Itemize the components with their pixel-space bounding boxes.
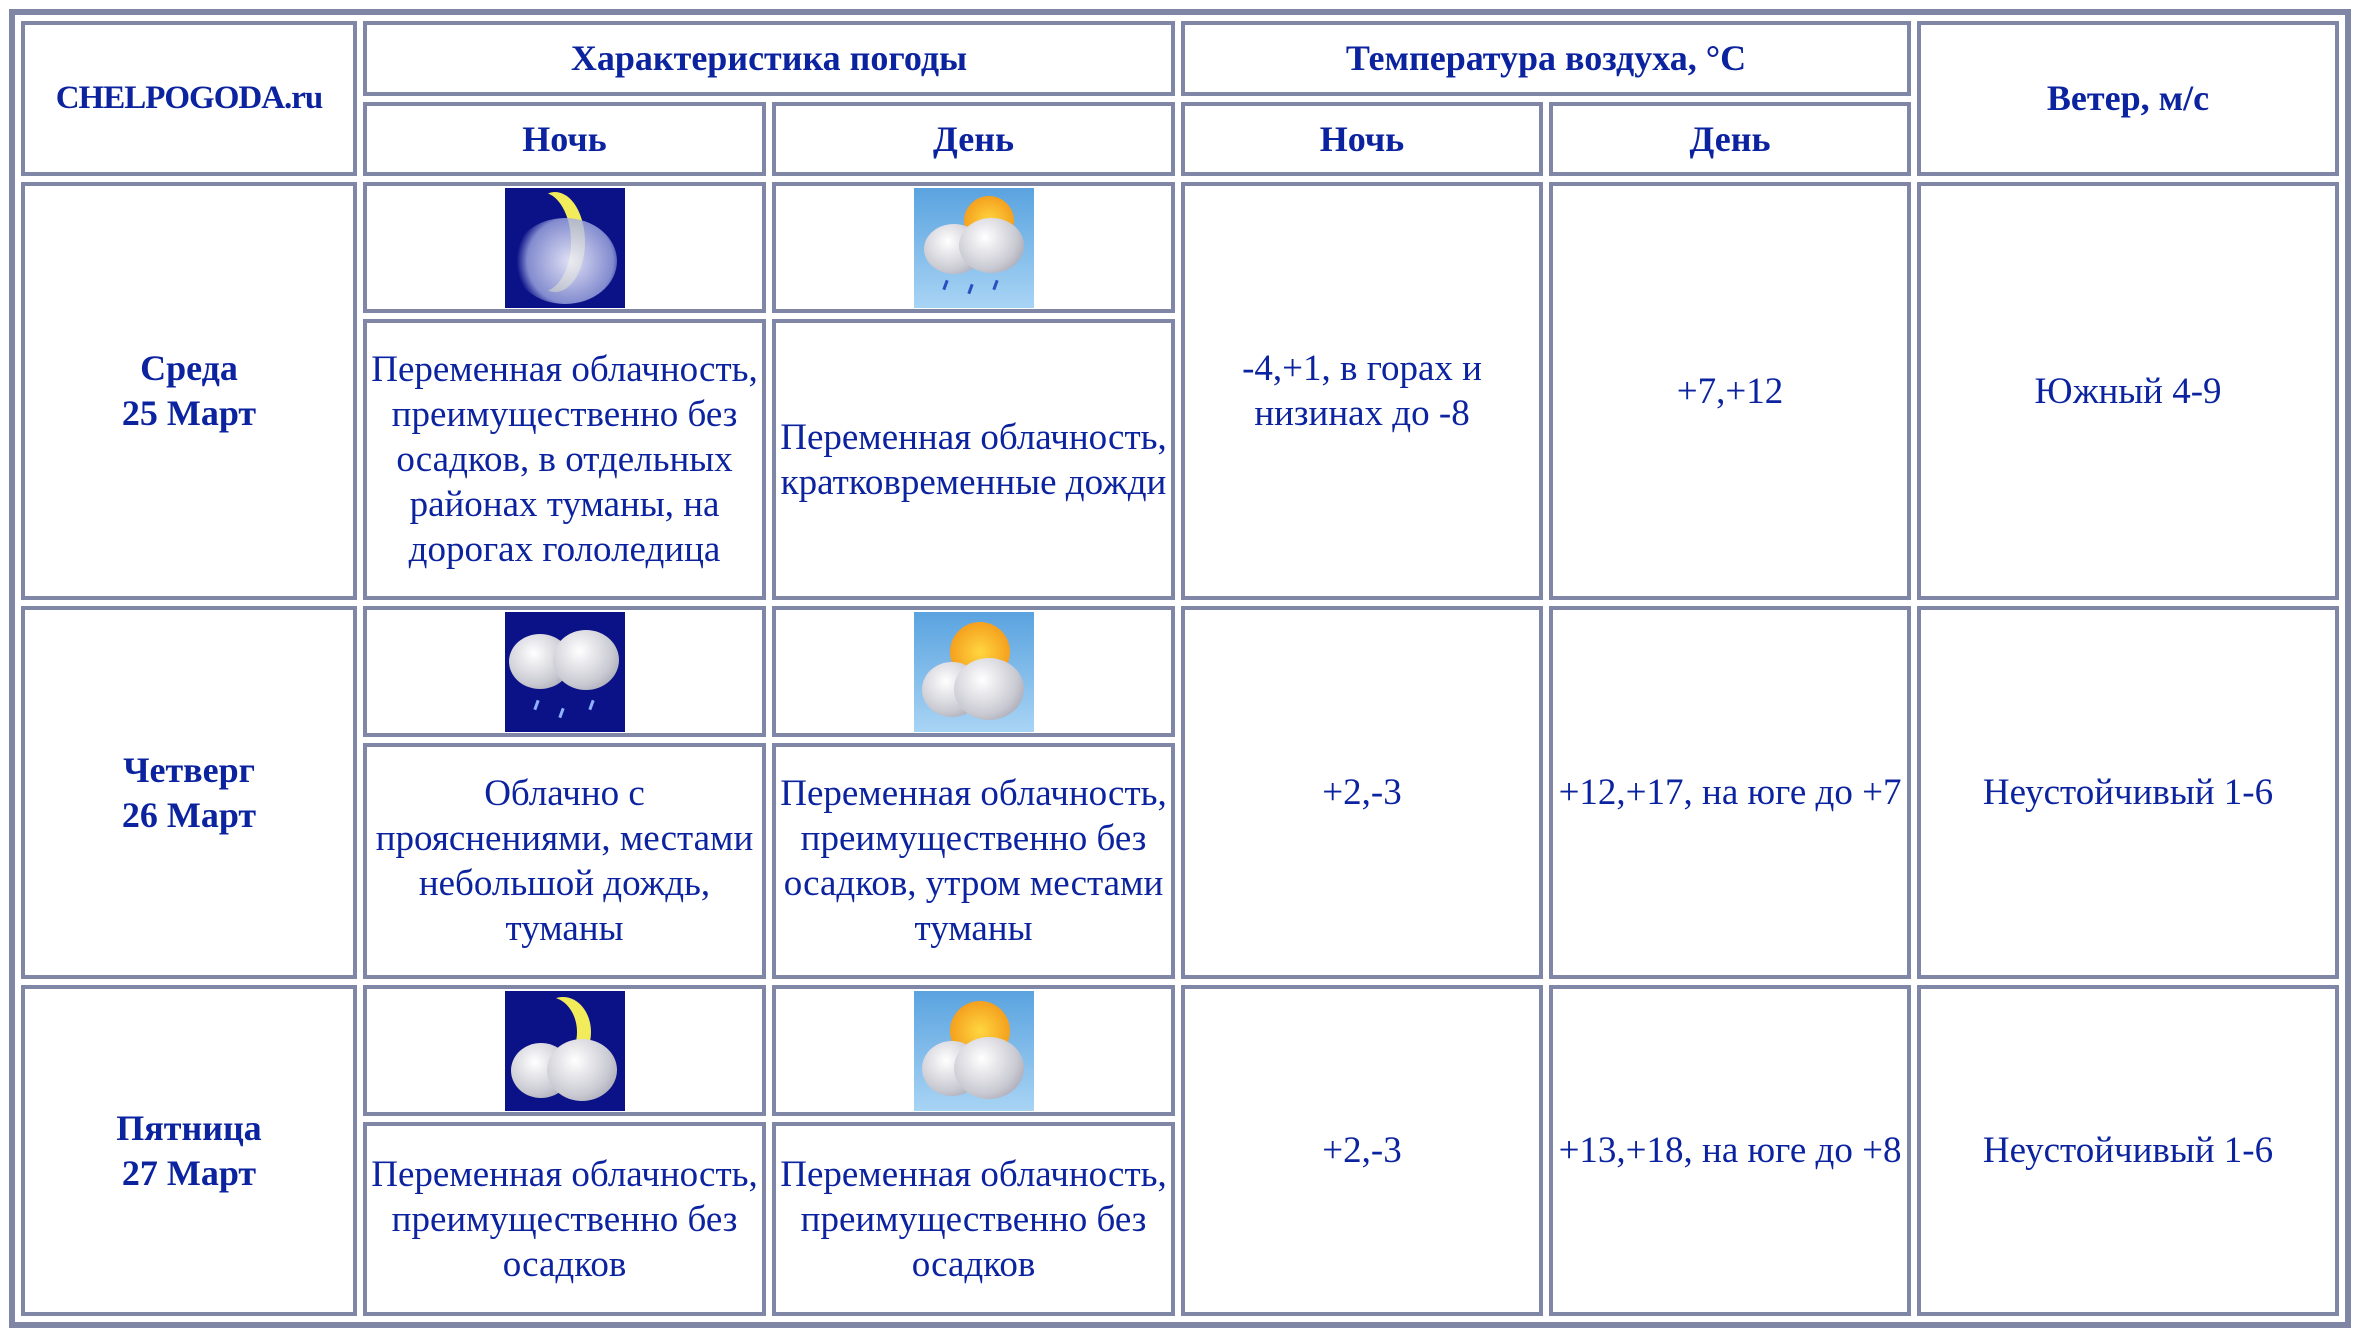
day-description: Переменная облачность, кратковременные дожди: [772, 319, 1175, 600]
cloud-rain-night-icon: [505, 612, 625, 732]
night-description: Переменная облачность, преимущественно без осадков, в отдельных районах туманы, на дорогах гололедица: [363, 319, 766, 600]
day-icon-cell: [772, 606, 1175, 737]
header-air-temperature: Температура воздуха, °C: [1181, 21, 1911, 96]
header-char-day: День: [772, 102, 1175, 176]
header-temp-night: Ночь: [1181, 102, 1543, 176]
wind: Южный 4-9: [1917, 182, 2339, 600]
moon-cloud-icon: [505, 991, 625, 1111]
weekday: Среда: [140, 348, 238, 388]
day-label: [21, 182, 357, 600]
night-icon-cell: [363, 182, 766, 313]
date: 25 Март: [121, 393, 257, 433]
wind: Неустойчивый 1-6: [1917, 985, 2339, 1316]
moon-fog-icon: [505, 188, 625, 308]
header-wind: Ветер, м/с: [1917, 21, 2339, 176]
weekday: Пятница: [116, 1107, 262, 1148]
night-description: Облачно с прояснениями, местами небольшой дождь, туманы: [363, 743, 766, 979]
date: 27 Март: [121, 1152, 257, 1193]
sun-cloud-rain-icon: [914, 188, 1034, 308]
temp-day: +7,+12: [1549, 182, 1911, 600]
forecast-table: [9, 9, 2351, 1328]
sun-cloud-icon: [914, 991, 1034, 1111]
site-name: CHELPOGODA.ru: [21, 21, 357, 176]
day-label: [21, 606, 357, 979]
night-icon-cell: [363, 606, 766, 737]
day-description: Переменная облачность, преимущественно без осадков: [772, 1122, 1175, 1316]
day-icon-cell: [772, 985, 1175, 1116]
wind: Неустойчивый 1-6: [1917, 606, 2339, 979]
night-description: Переменная облачность, преимущественно без осадков: [363, 1122, 766, 1316]
temp-day: +12,+17, на юге до +7: [1549, 606, 1911, 979]
sun-cloud-icon: [914, 612, 1034, 732]
temp-night: +2,-3: [1181, 606, 1543, 979]
day-label: [21, 985, 357, 1316]
temp-night: +2,-3: [1181, 985, 1543, 1316]
temp-night: -4,+1, в горах и низинах до -8: [1181, 182, 1543, 600]
date: 26 Март: [121, 794, 257, 835]
night-icon-cell: [363, 985, 766, 1116]
header-char-night: Ночь: [363, 102, 766, 176]
header-temp-day: День: [1549, 102, 1911, 176]
temp-day: +13,+18, на юге до +8: [1549, 985, 1911, 1316]
weekday: Четверг: [123, 749, 255, 790]
day-description: Переменная облачность, преимущественно без осадков, утром местами туманы: [772, 743, 1175, 979]
header-weather-characteristics: Характеристика погоды: [363, 21, 1175, 96]
day-icon-cell: [772, 182, 1175, 313]
